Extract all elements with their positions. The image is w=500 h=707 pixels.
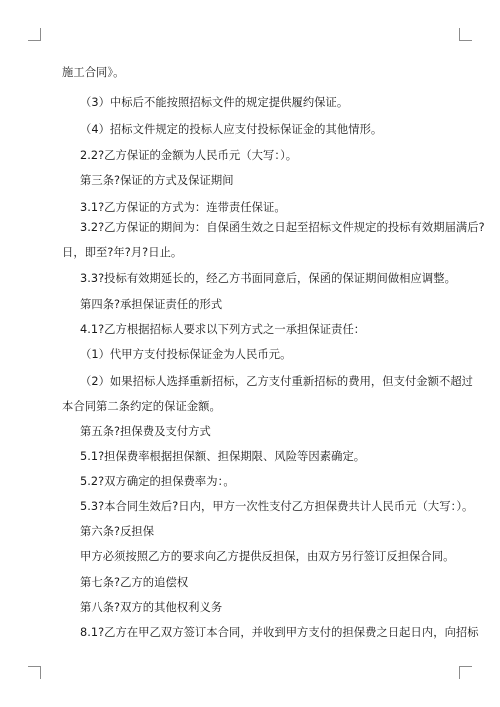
- text-line: 日，即至?年?月?日止。: [62, 246, 183, 259]
- text-line: 3.1?乙方保证的方式为：连带责任保证。: [80, 201, 286, 214]
- section-heading: 第四条?承担保证责任的形式: [80, 298, 223, 311]
- text-line: （3）中标后不能按照招标文件的规定提供履约保证。: [80, 96, 349, 109]
- text-line: 5.1?担保费率根据担保额、担保期限、风险等因素确定。: [80, 450, 366, 463]
- section-heading: 第六条?反担保: [80, 525, 155, 538]
- text-line: （1）代甲方支付投标保证金为人民币元。: [80, 348, 292, 361]
- text-line: 甲方必须按照乙方的要求向乙方提供反担保，由双方另行签订反担保合同。: [80, 550, 455, 563]
- text-line: 2.2?乙方保证的金额为人民币元（大写：）。: [80, 149, 298, 162]
- text-line: 施工合同》。: [62, 66, 125, 79]
- section-heading: 第五条?担保费及支付方式: [80, 425, 211, 438]
- text-line: 5.3?本合同生效后?日内，甲方一次性支付乙方担保费共计人民币元（大写：）。: [80, 500, 474, 513]
- section-heading: 第七条?乙方的追偿权: [80, 576, 189, 589]
- section-heading: 第三条?保证的方式及保证期间: [80, 174, 234, 187]
- text-line: （4）招标文件规定的投标人应支付投标保证金的其他情形。: [80, 123, 383, 136]
- text-line: （2）如果招标人选择重新招标，乙方支付重新招标的费用，但支付金额不超过: [80, 375, 474, 388]
- text-line: 4.1?乙方根据招标人要求以下列方式之一承担保证责任：: [80, 323, 366, 336]
- text-line: 3.2?乙方保证的期间为：自保函生效之日起至招标文件规定的投标有效期届满后?: [80, 221, 485, 234]
- text-line: 5.2?双方确定的担保费率为：。: [80, 475, 235, 488]
- section-heading: 第八条?双方的其他权利义务: [80, 601, 223, 614]
- text-line: 3.3?投标有效期延长的，经乙方书面同意后，保函的保证期间做相应调整。: [80, 272, 456, 285]
- text-line: 8.1?乙方在甲乙双方签订本合同，并收到甲方支付的担保费之日起日内，向招标: [80, 626, 479, 639]
- text-line: 本合同第二条约定的保证金额。: [62, 400, 221, 413]
